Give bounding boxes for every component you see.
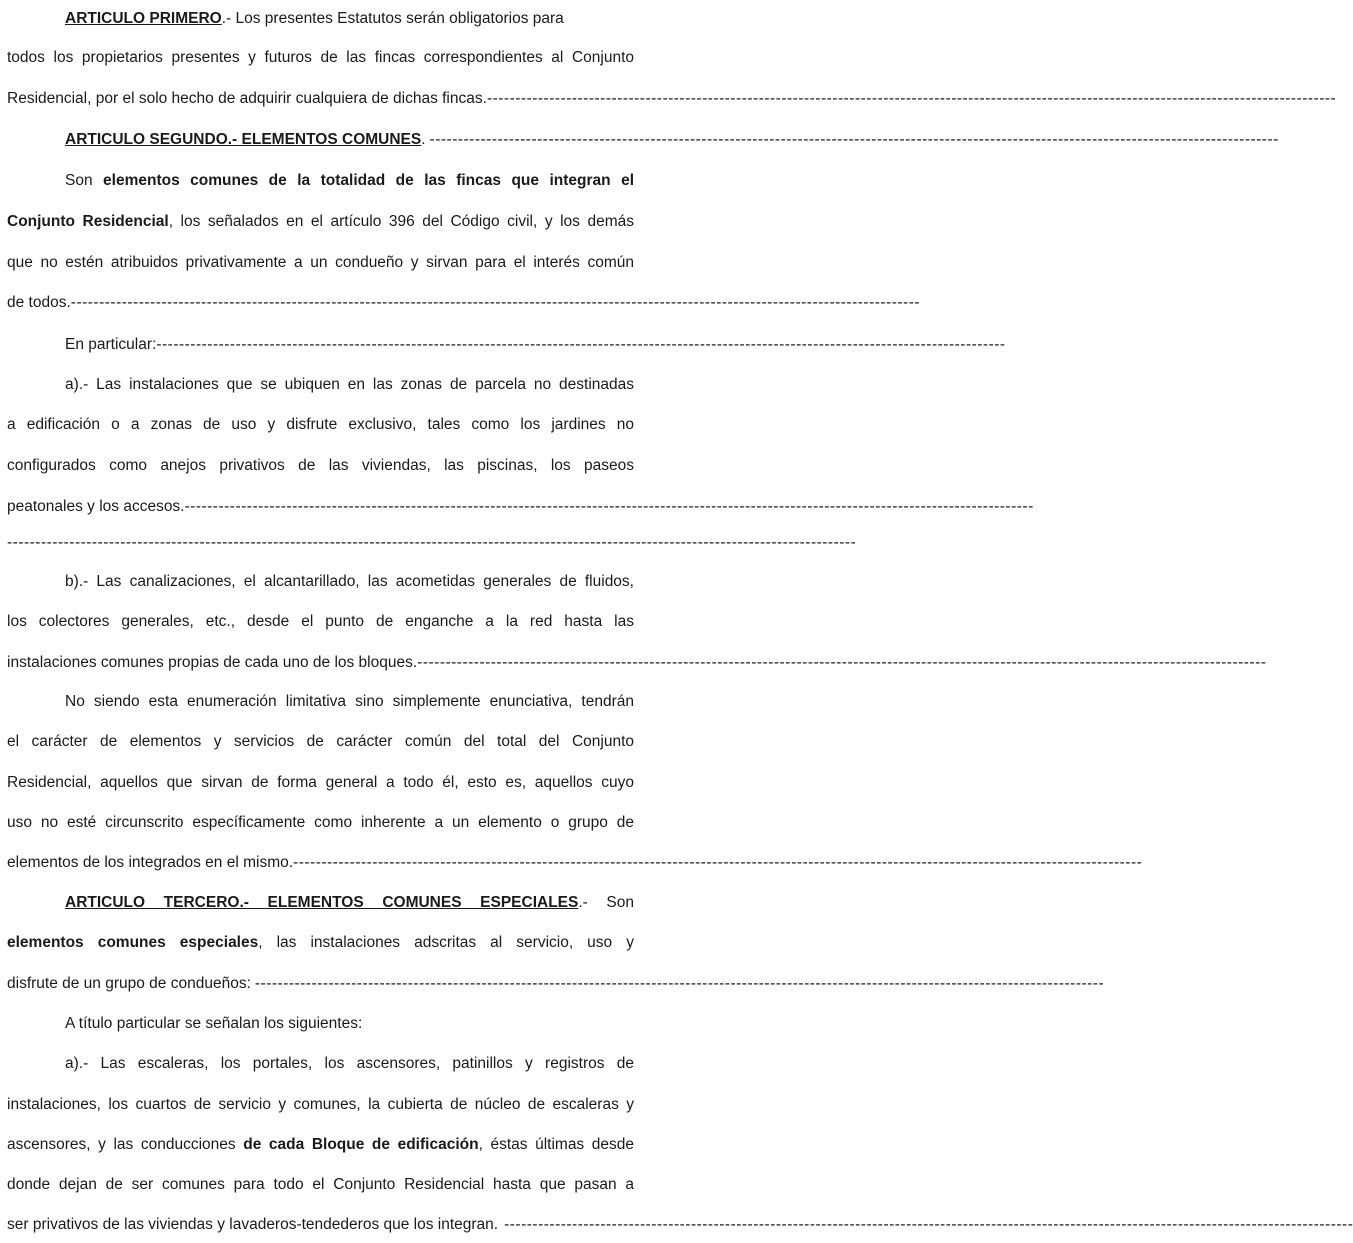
- line-17: instalaciones comunes propias de cada uno de los bloques. ------------------------------------------------------------------------------------------------------------------------------------------------------: [7, 654, 1267, 671]
- article-3-heading: ARTICULO TERCERO.- ELEMENTOS COMUNES ESPECIALES: [65, 894, 579, 911]
- line-12: configurados como anejos privativos de las viviendas, las piscinas, los paseos: [7, 457, 634, 474]
- line-22: elementos de los integrados en el mismo. ------------------------------------------------------------------------------------------------------------------------------------------------------: [7, 854, 1143, 871]
- line-11: a edificación o a zonas de uso y disfrute exclusivo, tales como los jardines no: [7, 416, 634, 433]
- line-4: ARTICULO SEGUNDO.- ELEMENTOS COMUNES . ------------------------------------------------------------------------------------------------------------------------------------------------------: [65, 129, 634, 151]
- line-27: a).- Las escaleras, los portales, los ascensores, patinillos y registros de: [65, 1055, 634, 1072]
- line-8: de todos. ------------------------------------------------------------------------------------------------------------------------------------------------------: [7, 294, 921, 311]
- line-18: No siendo esta enumeración limitativa sino simplemente enunciativa, tendrán: [65, 693, 634, 710]
- line-10: a).- Las instalaciones que se ubiquen en las zonas de parcela no destinadas: [65, 376, 634, 393]
- line-15: b).- Las canalizaciones, el alcantarillado, las acometidas generales de fluidos,: [65, 573, 634, 590]
- line-26: A título particular se señalan los siguientes:: [65, 1015, 363, 1032]
- line-1: ARTICULO PRIMERO.- Los presentes Estatutos serán obligatorios para: [65, 10, 564, 27]
- line-5: Son elementos comunes de la totalidad de las fincas que integran el: [65, 172, 635, 189]
- article-2-heading: ARTICULO SEGUNDO.- ELEMENTOS COMUNES: [65, 131, 422, 148]
- line-24: elementos comunes especiales, las instalaciones adscritas al servicio, uso y: [7, 934, 634, 951]
- line-23: ARTICULO TERCERO.- ELEMENTOS COMUNES ESPECIALES.- Son: [65, 894, 634, 911]
- line-30: donde dejan de ser comunes para todo el Conjunto Residencial hasta que pasan a: [7, 1176, 634, 1193]
- line-6: Conjunto Residencial, los señalados en el artículo 396 del Código civil, y los demás: [7, 213, 634, 230]
- line-29: ascensores, y las conducciones de cada Bloque de edificación, éstas últimas desde: [7, 1136, 634, 1153]
- line-16: los colectores generales, etc., desde el punto de enganche a la red hasta las: [7, 613, 634, 630]
- line-7: que no estén atribuidos privativamente a un condueño y sirvan para el interés común: [7, 254, 634, 271]
- line-14-dashes: ------------------------------------------------------------------------------------------------------------------------------------------------------: [7, 534, 857, 551]
- line-25: disfrute de un grupo de condueños: ------------------------------------------------------------------------------------------------------------------------------------------------------: [7, 975, 1105, 992]
- line-19: el carácter de elementos y servicios de carácter común del total del Conjunto: [7, 733, 634, 750]
- line-21: uso no esté circunscrito específicamente como inherente a un elemento o grupo de: [7, 814, 634, 831]
- line-2: todos los propietarios presentes y futuros de las fincas correspondientes al Conjunto: [7, 49, 634, 66]
- line-31: ser privativos de las viviendas y lavaderos-tendederos que los integran. ------------------------------------------------------------------------------------------------------------------------------------------------------: [7, 1216, 1353, 1233]
- line-9: En particular: ------------------------------------------------------------------------------------------------------------------------------------------------------: [65, 336, 1006, 353]
- line-3: Residencial, por el solo hecho de adquirir cualquiera de dichas fincas. ------------------------------------------------------------------------------------------------------------------------------------------------------: [7, 90, 1337, 107]
- line-13: peatonales y los accesos. ------------------------------------------------------------------------------------------------------------------------------------------------------: [7, 498, 1034, 515]
- article-1-heading: ARTICULO PRIMERO: [65, 10, 222, 27]
- line-28: instalaciones, los cuartos de servicio y comunes, la cubierta de núcleo de escaleras y: [7, 1096, 634, 1113]
- line-20: Residencial, aquellos que sirvan de forma general a todo él, esto es, aquellos cuyo: [7, 774, 634, 791]
